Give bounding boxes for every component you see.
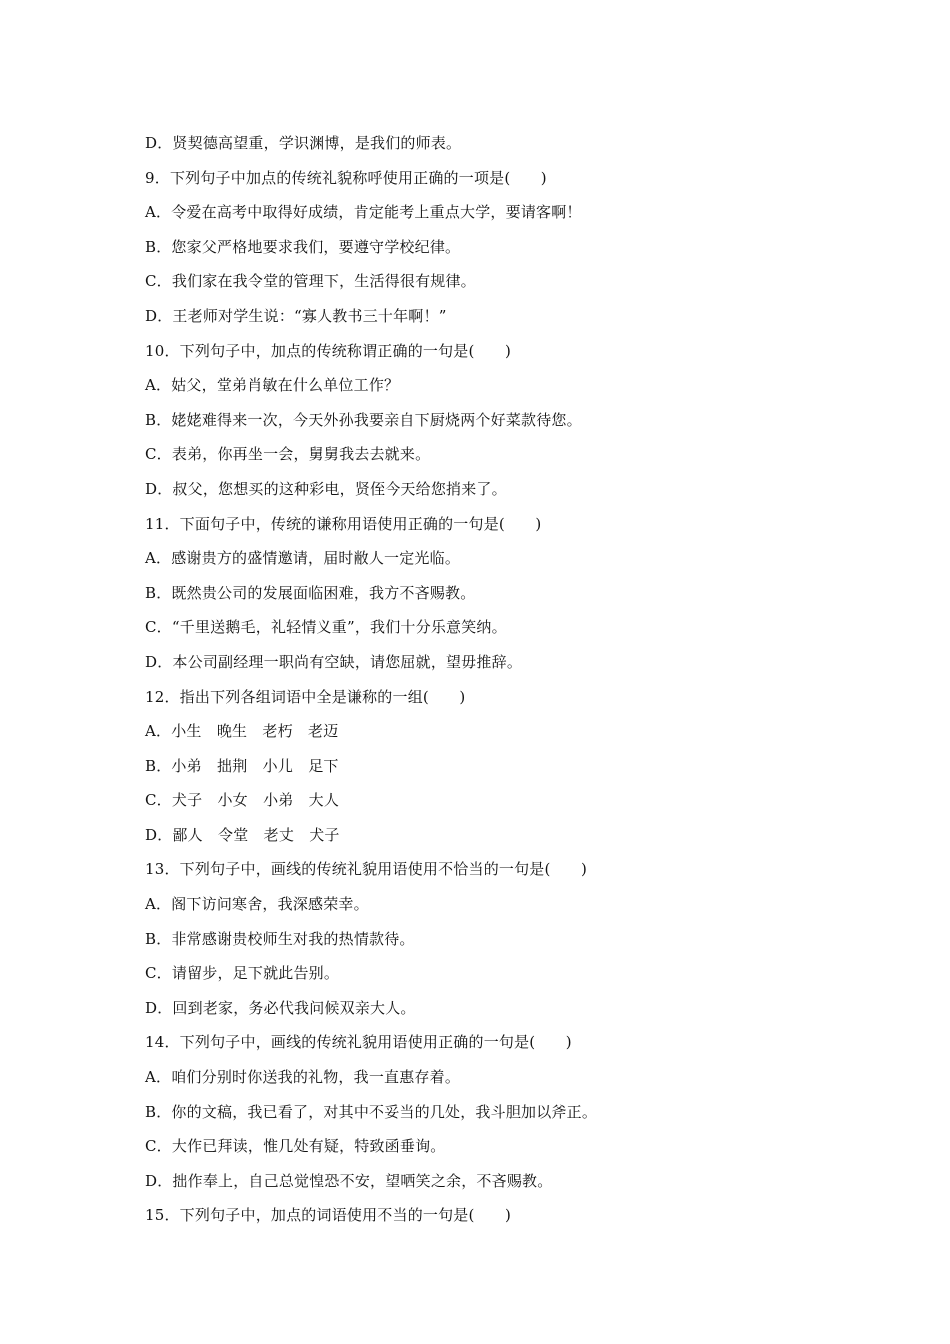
question-text-block xyxy=(145,126,845,1233)
option-d-q9: D．王老师对学生说：“寡人教书三十年啊！” xyxy=(145,306,447,325)
option-a-q12: A．小生 晚生 老朽 老迈 xyxy=(145,722,339,741)
option-d-q11: D．本公司副经理一职尚有空缺，请您屈就，望毋推辞。 xyxy=(145,652,523,671)
option-d-q12: D．鄙人 令堂 老丈 犬子 xyxy=(145,825,340,844)
option-a-q10: A．姑父，堂弟肖敏在什么单位工作？ xyxy=(145,376,400,395)
option-b-q13: B．非常感谢贵校师生对我的热情款待。 xyxy=(145,929,415,948)
option-b-q11: B．既然贵公司的发展面临困难，我方不吝赐教。 xyxy=(145,583,476,602)
option-a-q14: A．咱们分别时你送我的礼物，我一直惠存着。 xyxy=(145,1068,461,1087)
option-c-q11: C．“千里送鹅毛，礼轻情义重”，我们十分乐意笑纳。 xyxy=(145,618,507,637)
option-a-q9: A．令爱在高考中取得好成绩，肯定能考上重点大学，要请客啊！ xyxy=(145,203,582,222)
question-14: 14．下列句子中，画线的传统礼貌用语使用正确的一句是( ) xyxy=(145,1033,572,1052)
question-10: 10．下列句子中，加点的传统称谓正确的一句是( ) xyxy=(145,341,511,360)
question-9: 9．下列句子中加点的传统礼貌称呼使用正确的一项是( ) xyxy=(145,168,547,187)
option-a-q11: A．感谢贵方的盛情邀请，届时敝人一定光临。 xyxy=(145,549,461,568)
option-c-q13: C．请留步，足下就此告别。 xyxy=(145,964,340,983)
option-d-q14: D．拙作奉上，自己总觉惶恐不安，望哂笑之余，不吝赐教。 xyxy=(145,1171,553,1190)
option-c-q12: C．犬子 小女 小弟 大人 xyxy=(145,791,340,810)
option-c-q9: C．我们家在我令堂的管理下，生活得很有规律。 xyxy=(145,272,476,291)
question-13: 13．下列句子中，画线的传统礼貌用语使用不恰当的一句是( ) xyxy=(145,860,587,879)
question-15: 15．下列句子中，加点的词语使用不当的一句是( ) xyxy=(145,1206,511,1225)
option-b-q14: B．你的文稿，我已看了，对其中不妥当的几处，我斗胆加以斧正。 xyxy=(145,1102,598,1121)
option-b-q10: B．姥姥难得来一次，今天外孙我要亲自下厨烧两个好菜款待您。 xyxy=(145,410,582,429)
option-d-q13: D．回到老家，务必代我问候双亲大人。 xyxy=(145,998,416,1017)
option-c-q14: C．大作已拜读，惟几处有疑，特致函垂询。 xyxy=(145,1137,446,1156)
option-d-q8: D．贤契德高望重，学识渊博，是我们的师表。 xyxy=(145,134,462,152)
question-11: 11．下面句子中，传统的谦称用语使用正确的一句是( ) xyxy=(145,514,542,533)
question-12: 12．指出下列各组词语中全是谦称的一组( ) xyxy=(145,687,466,706)
option-c-q10: C．表弟，你再坐一会，舅舅我去去就来。 xyxy=(145,445,431,464)
option-b-q9: B．您家父严格地要求我们，要遵守学校纪律。 xyxy=(145,237,461,256)
option-d-q10: D．叔父，您想买的这种彩电，贤侄今天给您捎来了。 xyxy=(145,479,507,498)
option-b-q12: B．小弟 拙荆 小儿 足下 xyxy=(145,756,339,775)
option-a-q13: A．阁下访问寒舍，我深感荣幸。 xyxy=(145,895,369,914)
